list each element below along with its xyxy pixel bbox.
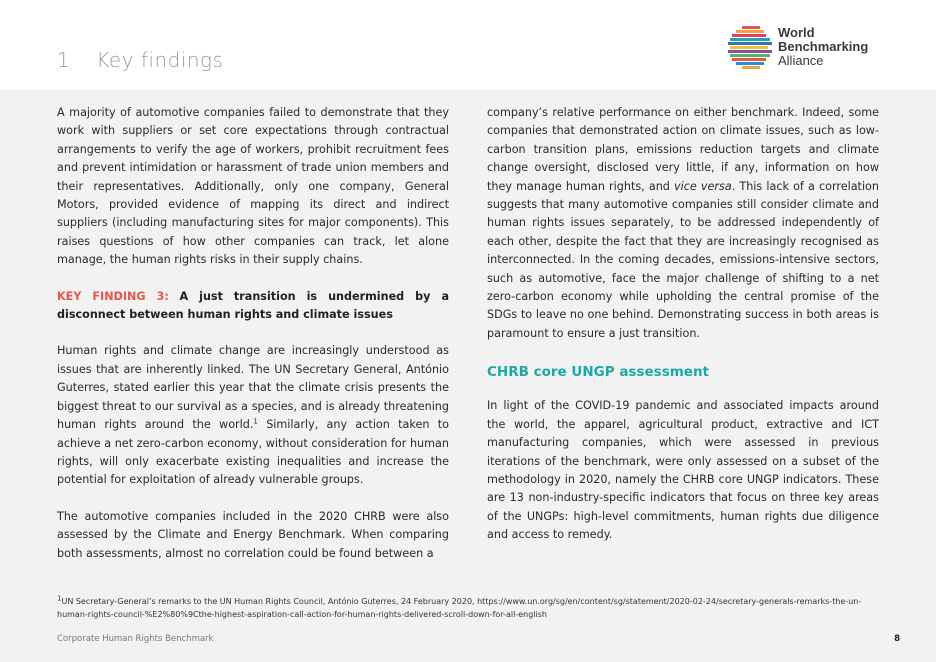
page-number: 8 (894, 634, 900, 644)
section-number: 1 (57, 48, 71, 72)
logo-line-alliance: Alliance (778, 53, 824, 68)
wba-logo-text (778, 26, 868, 68)
right-paragraph-1-italic: vice versa (674, 179, 732, 193)
wba-logo (728, 22, 888, 74)
right-column (487, 104, 879, 563)
footer-publication: Corporate Human Rights Benchmark (57, 634, 214, 644)
left-column (57, 104, 449, 581)
left-paragraph-1: A majority of automotive companies failed to demonstrate that they work with suppliers or set core expectations through contractual arrangements to verify the age of workers, prohibit recruitment fees and prevent intimidation or harassment of trade union members and their representatives. Additionally, only one company, General Motors, provided evidence of mapping its direct and indirect suppliers (including manufacturing sites for major components). This raises questions of how other companies can track, let alone manage, the human rights risks in their supply chains. (57, 106, 449, 267)
left-paragraph-3: The automotive companies included in the 2020 CHRB were also assessed by the Climate and Energy Benchmark. When comparing both assessments, almost no correlation could be found between a (57, 509, 449, 560)
key-finding-label: KEY FINDING 3: (57, 289, 169, 303)
subheading-chrb-core: CHRB core UNGP assessment (487, 364, 710, 381)
footnote-ref[interactable]: 1 (253, 417, 258, 426)
logo-line-benchmarking: Benchmarking (778, 39, 869, 54)
key-finding-title: A just transition is undermined by a disconnect between human rights and climate issues (57, 289, 449, 322)
footnote-marker: 1 (57, 594, 62, 603)
section-heading (57, 48, 223, 72)
right-paragraph-1-text-b: . This lack of a correlation suggests that many automotive companies still consider climate and human rights issues separately, to be addressed independently of each other, despite the fact that they are increasingly recognised as interconnected. In the coming decades, emissions-intensive sectors, such as automotive, face the major challenge of shifting to a net zero-carbon economy while upholding the central promise of the SDGs to leave no one behind. Demonstrating success in both areas is paramount to ensure a just transition. (487, 179, 879, 340)
logo-line-world: World (778, 25, 815, 40)
wba-logo-mark-icon (728, 24, 774, 72)
section-title: Key findings (96, 48, 224, 72)
left-paragraph-2 (57, 342, 449, 489)
footnote (57, 596, 887, 621)
right-paragraph-1 (487, 104, 879, 343)
left-paragraph-2-text-a: Human rights and climate change are increasingly understood as issues that are inherently linked. The UN Secretary General, António Guterres, stated earlier this year that the climate crisis presents the biggest threat to our survival as a species, and is already threatening human rights around the world. (57, 344, 449, 432)
right-paragraph-2: In light of the COVID-19 pandemic and associated impacts around the world, the apparel, agricultural product, extractive and ICT manufacturing companies, which were assessed in previous iterations of the benchmark, were only assessed on a subset of the methodology in 2020, namely the CHRB core UNGP indicators. These are 13 non-industry-specific indicators that focus on three key areas of the UNGPs: high-level commitments, human rights due diligence and access to remedy. (487, 399, 879, 542)
left-paragraph-2-text-b: Similarly, any action taken to achieve a net zero-carbon economy, without consideration for human rights, will only exacerbate existing inequalities and increase the potential for exploitation of already vulnerable groups. (57, 418, 449, 487)
footnote-text: UN Secretary-General’s remarks to the UN Human Rights Council, António Guterres, 24 February 2020, https://www.un.org/sg/en/content/sg/statement/2020-02-24/secretary-generals-remarks-the-un-human-rights-council-%E2%80%9Cthe-highest-aspiration-call-action-for-human-rights-delivered-scroll-down-for-all-english (57, 597, 862, 619)
page-header (0, 0, 936, 90)
page-body (0, 90, 936, 662)
right-paragraph-1-text-a: company’s relative performance on either benchmark. Indeed, some companies that demonstrated action on climate issues, such as low-carbon transition plans, emissions reduction targets and climate change oversight, disclosed very little, if any, information on how they manage human rights, and (487, 106, 879, 193)
key-finding-heading (57, 288, 449, 325)
